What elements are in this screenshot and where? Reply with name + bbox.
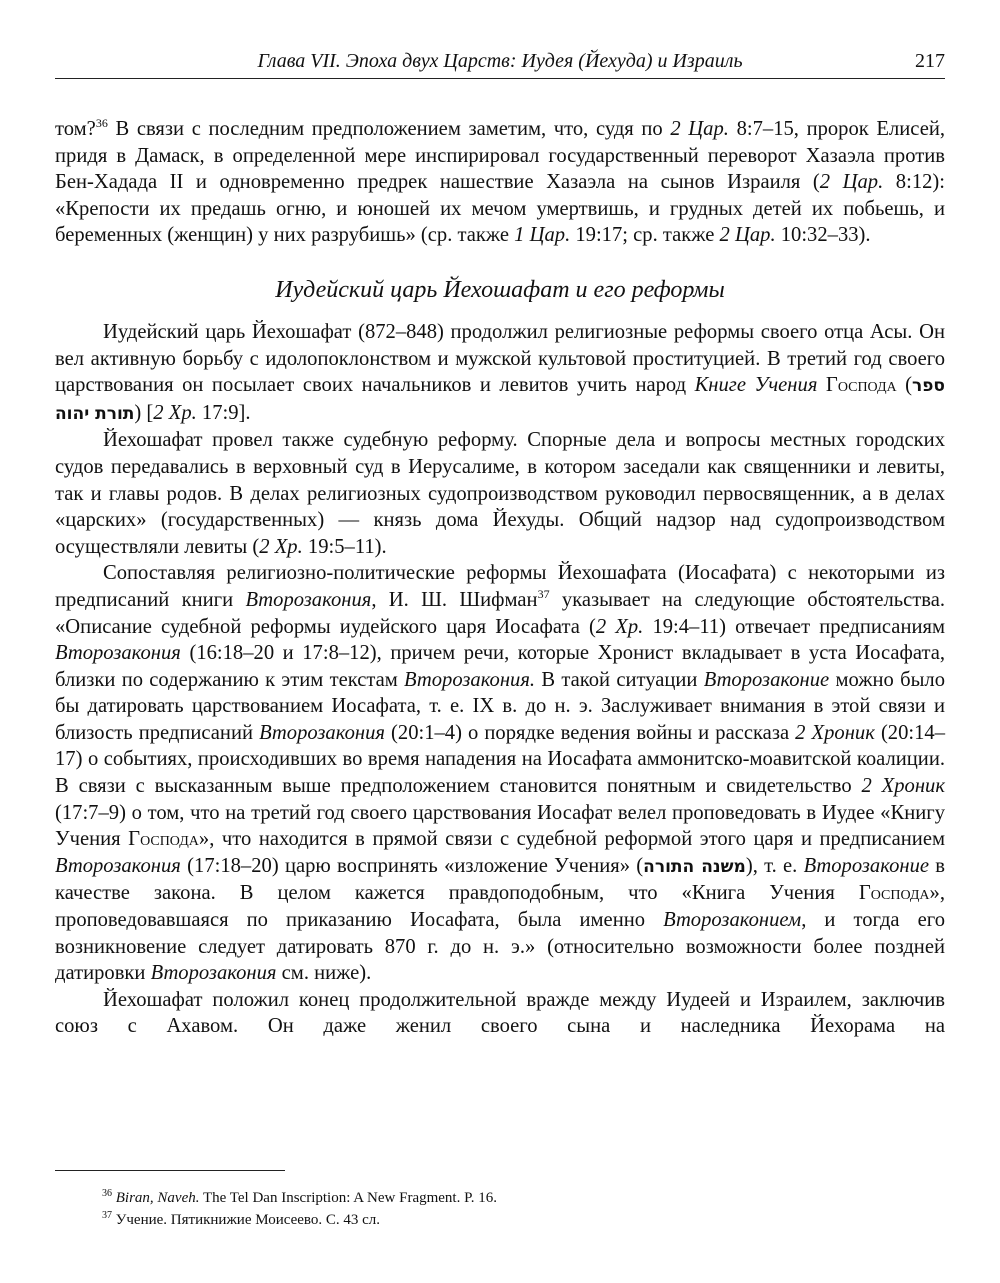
book-ref: 2 Хр. <box>153 401 197 424</box>
book-ref: Второзакония <box>259 721 385 744</box>
book-ref: Второзакония. <box>404 668 536 691</box>
text: 8:12): «Крепости их предашь огню, и юношей их мечом умертвишь, и грудных детей их побьешь, и беременных (женщин) у них разрубишь» (ср. также <box>55 171 945 247</box>
footnote-ref-36[interactable]: 36 <box>95 116 108 131</box>
text: том? <box>55 118 96 140</box>
footnote-36 <box>55 1187 945 1209</box>
text: », что находится в прямой связи с судебной реформой этого царя и предписанием <box>198 828 945 851</box>
text: в качестве закона. В целом кажется правдоподобным, что «Книга Учения <box>55 854 946 905</box>
text: В такой ситуации <box>535 668 704 691</box>
book-ref: 2 Хроник <box>861 775 945 798</box>
book-ref: Второзакония <box>55 854 181 877</box>
footnote-text: Учение. Пятикнижие Моисеево. С. 43 сл. <box>115 1212 381 1228</box>
paragraph-continuation <box>55 116 945 249</box>
footnote-ref-37[interactable]: 37 <box>537 587 550 602</box>
page-number: 217 <box>915 50 945 72</box>
footnotes <box>55 1170 945 1231</box>
text: ( <box>896 374 913 397</box>
book-ref: 2 Цар. <box>719 224 776 247</box>
text: можно было бы датировать царствованием Иосафата, т. е. IX в. до н. э. Заслуживает внимания в этой связи и близость предписаний <box>55 668 945 744</box>
chapter-title: Глава VII. Эпоха двух Царств: Иудея (Йехуда) и Израиль <box>257 50 743 72</box>
book-ref: Второзакония <box>150 962 277 985</box>
text: В связи с последним предположением заметим, что, судя по <box>107 118 671 140</box>
text: (17:18–20) царю воспринять «изложение Учения» ( <box>180 854 644 877</box>
hebrew-text: משנה התורה <box>643 856 746 877</box>
book-ref: Книге Учения <box>694 374 818 397</box>
book-ref: Второзакония <box>55 642 181 665</box>
footnote-text: The Tel Dan Inscription: A New Fragment. P. 16. <box>199 1190 498 1206</box>
small-caps-text: Господа <box>817 374 897 397</box>
text: », проповедовавшаяся по приказанию Иосафата, была именно <box>55 882 945 932</box>
book-ref: 2 Цар. <box>819 171 884 194</box>
paragraph <box>55 319 945 427</box>
text: 10:32–33). <box>775 224 871 247</box>
footnote-number: 37 <box>102 1210 112 1221</box>
footnote-number: 36 <box>102 1188 112 1199</box>
text: Йехошафат положил конец продолжительной вражде между Иудеей и Израилем, заключив союз с Ахавом. Он даже женил своего сына и наследника Йехорама на <box>55 988 945 1038</box>
book-ref: Второзакония <box>245 588 372 611</box>
paragraph <box>55 987 945 1040</box>
footnote-37 <box>55 1209 945 1231</box>
book-ref: Второзаконием <box>663 909 802 932</box>
text: (16:18–20 и 17:8–12), причем речи, которые Хронист вкладывает в уста Иосафата, близки по содержанию к этим текстам <box>55 642 945 691</box>
text: (20:1–4) о порядке ведения войны и рассказа <box>384 721 796 744</box>
text: , и тогда его возникновение следует датировать 870 г. до н. э.» (относительно возможности более поздней датировки <box>55 909 945 985</box>
text: указывает на следующие обстоятельства. «Описание судебной реформы иудейского царя Иосафата ( <box>55 588 946 638</box>
book-ref: Второзаконие <box>803 854 930 877</box>
text: Йехошафат провел также судебную реформу. Спорные дела и вопросы местных городских судов передавались в верховный суд в Иерусалиме, в котором заседали как священники и левиты, так и главы родов. В делах религиозных судопроизводством руководил первосвященник, а в делах «царских» (государственных) — князь дома Йехуды. Общий надзор над судопроизводством осуществляли левиты ( <box>55 429 945 558</box>
text: Иудейский царь Йехошафат (872–848) продолжил религиозные реформы своего отца Асы. Он вел активную борьбу с идолопоклонством и мужской культовой проституцией. В третий год своего царствования он посылает своих начальников и левитов учить народ <box>55 320 945 397</box>
main-text <box>55 116 945 1040</box>
text: Сопоставляя религиозно-политические реформы Йехошафата (Иосафата) с некоторыми из предписаний книги <box>55 562 945 611</box>
small-caps-text: Господа <box>128 828 199 851</box>
paragraph <box>55 427 945 560</box>
text: (20:14–17) о событиях, происходивших во время нападения на Иосафата аммонитско-моавитской коалиции. В связи с высказанным выше предположением становится понятным и свидетельство <box>55 721 946 798</box>
text: 19:5–11). <box>302 535 387 558</box>
text: 8:7–15, пророк Елисей, придя в Дамаск, в определенной мере инспирировал государственный переворот Хазаэла против Бен-Хадада II и одновременно предрек нашествие Хазаэла на сынов Израиля ( <box>55 118 946 194</box>
text: ) [ <box>134 401 154 424</box>
paragraph <box>55 560 945 987</box>
book-ref: 1 Цар. <box>514 224 571 247</box>
book-ref: Второзаконие <box>703 668 830 691</box>
footnote-divider <box>55 1170 285 1171</box>
book-ref: 2 Хр. <box>595 615 644 638</box>
footnote-author: Biran, Naveh. <box>115 1190 200 1206</box>
book-ref: 2 Хр. <box>259 535 303 558</box>
text: 19:17; ср. также <box>570 224 720 247</box>
hebrew-text: ספר תורת יהוה <box>55 376 945 424</box>
text: , И. Ш. Шифман <box>371 588 538 611</box>
section-heading: Иудейский царь Йехошафат и его реформы <box>275 276 725 303</box>
small-caps-text: Господа <box>858 882 930 905</box>
text: см. ниже). <box>276 962 372 985</box>
text: (17:7–9) о том, что на третий год своего царствования Иосафат велел проповедовать в Иудее «Книгу Учения <box>55 801 945 851</box>
text: 17:9]. <box>196 401 251 424</box>
text: ), т. е. <box>745 854 804 877</box>
book-ref: 2 Хроник <box>795 721 875 744</box>
running-header <box>55 48 945 79</box>
book-ref: 2 Цар. <box>670 118 729 140</box>
text: 19:4–11) отвечает предписаниям <box>643 615 945 638</box>
